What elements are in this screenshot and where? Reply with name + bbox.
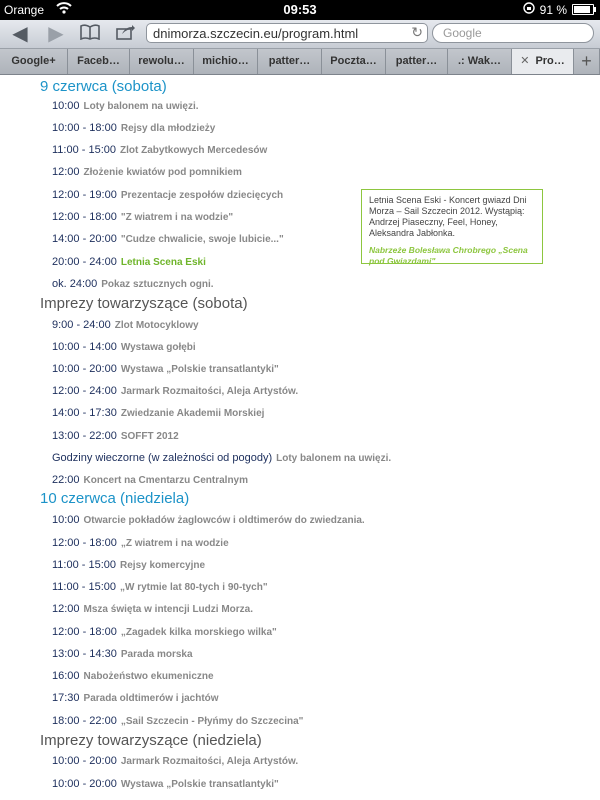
section-heading-saturday: Imprezy towarzyszące (sobota): [40, 295, 248, 312]
list-item[interactable]: 14:00 - 20:00 "Cudze chwalicie, swoje lubicie...": [52, 233, 284, 245]
tab-program-active[interactable]: [512, 49, 574, 74]
tab-google-plus[interactable]: Google+: [0, 49, 68, 74]
carrier-label: Orange: [4, 3, 45, 17]
battery-fill: [574, 6, 590, 13]
list-item[interactable]: 12:00 - 18:00 „Zagadek kilka morskiego wilka": [52, 626, 277, 638]
orientation-lock-icon: [523, 2, 535, 17]
search-input[interactable]: Google: [432, 23, 594, 43]
list-item[interactable]: 10:00 - 20:00 Wystawa „Polskie transatlantyki": [52, 363, 279, 375]
tab-rewolucja[interactable]: rewolu…: [130, 49, 194, 74]
tab-poczta[interactable]: Poczta…: [322, 49, 386, 74]
status-bar: [0, 0, 600, 20]
list-item[interactable]: 12:00 Złożenie kwiatów pod pomnikiem: [52, 166, 242, 178]
clock: 09:53: [283, 2, 317, 17]
list-item[interactable]: 17:30 Parada oldtimerów i jachtów: [52, 692, 219, 704]
list-item[interactable]: 11:00 - 15:00 Rejsy komercyjne: [52, 559, 206, 571]
plus-icon: +: [581, 51, 592, 71]
list-item[interactable]: 12:00 - 18:00 "Z wiatrem i na wodzie": [52, 211, 234, 223]
list-item[interactable]: 12:00 - 19:00 Prezentacje zespołów dziecięcych: [52, 189, 284, 201]
list-item-highlighted[interactable]: 20:00 - 24:00 Letnia Scena Eski: [52, 256, 206, 268]
list-item[interactable]: ok. 24:00 Pokaz sztucznych ogni.: [52, 278, 214, 290]
list-item[interactable]: 10:00 - 18:00 Rejsy dla młodzieży: [52, 122, 216, 134]
list-item[interactable]: 16:00 Nabożeństwo ekumeniczne: [52, 670, 214, 682]
tab-bar: [0, 49, 600, 75]
tab-patterns-2[interactable]: patter…: [386, 49, 448, 74]
tab-label: Pro…: [535, 55, 565, 67]
list-item[interactable]: 10:00 Loty balonem na uwięzi.: [52, 100, 199, 112]
forward-icon[interactable]: ▶: [48, 23, 64, 45]
section-heading-sunday: Imprezy towarzyszące (niedziela): [40, 732, 262, 749]
list-item[interactable]: Godziny wieczorne (w zależności od pogody) Loty balonem na uwięzi.: [52, 452, 392, 464]
share-icon[interactable]: [114, 22, 138, 46]
list-item[interactable]: 22:00 Koncert na Cmentarzu Centralnym: [52, 474, 249, 486]
list-item[interactable]: 12:00 - 24:00 Jarmark Rozmaitości, Aleja Artystów.: [52, 385, 299, 397]
event-tooltip: [361, 189, 543, 264]
url-text: dnimorza.szczecin.eu/program.html: [153, 26, 359, 41]
list-item[interactable]: 10:00 Otwarcie pokładów żaglowców i oldtimerów do zwiedzania.: [52, 514, 365, 526]
list-item[interactable]: 11:00 - 15:00 „W rytmie lat 80-tych i 90-tych": [52, 581, 268, 593]
page-content: [0, 75, 600, 800]
list-item[interactable]: 13:00 - 14:30 Parada morska: [52, 648, 193, 660]
browser-toolbar: [0, 20, 600, 49]
day-heading-saturday: 9 czerwca (sobota): [40, 78, 167, 95]
day-heading-sunday: 10 czerwca (niedziela): [40, 490, 190, 507]
tab-patterns-1[interactable]: patter…: [258, 49, 322, 74]
close-tab-icon[interactable]: ✕: [520, 55, 530, 67]
list-item[interactable]: 10:00 - 14:00 Wystawa gołębi: [52, 341, 196, 353]
back-icon[interactable]: ◀: [12, 23, 28, 45]
list-item[interactable]: 11:00 - 15:00 Zlot Zabytkowych Mercedesów: [52, 144, 268, 156]
address-bar[interactable]: [146, 23, 428, 43]
tab-wakacje[interactable]: .: Wak…: [448, 49, 512, 74]
list-item[interactable]: 9:00 - 24:00 Zlot Motocyklowy: [52, 319, 199, 331]
battery-icon: [572, 4, 594, 15]
tab-facebook[interactable]: Faceb…: [68, 49, 130, 74]
list-item[interactable]: 10:00 - 20:00 Wystawa „Polskie transatlantyki": [52, 778, 279, 790]
reload-icon[interactable]: ↻: [411, 24, 423, 40]
list-item[interactable]: 18:00 - 22:00 „Sail Szczecin - Płyńmy do Szczecina": [52, 715, 304, 727]
bookmarks-icon[interactable]: [78, 22, 102, 46]
list-item[interactable]: 13:00 - 22:00 SOFFT 2012: [52, 430, 179, 442]
battery-percent: 91 %: [539, 2, 567, 17]
list-item[interactable]: 12:00 - 18:00 „Z wiatrem i na wodzie: [52, 537, 229, 549]
tooltip-location: Nabrzeże Bolesława Chrobrego „Scena pod Gwiazdami": [369, 245, 528, 266]
list-item[interactable]: 12:00 Msza święta w intencji Ludzi Morza.: [52, 603, 254, 615]
list-item[interactable]: 14:00 - 17:30 Zwiedzanie Akademii Morskiej: [52, 407, 265, 419]
list-item[interactable]: 10:00 - 20:00 Jarmark Rozmaitości, Aleja Artystów.: [52, 755, 299, 767]
new-tab-button[interactable]: [574, 49, 600, 74]
tooltip-text: Letnia Scena Eski - Koncert gwiazd Dni Morza – Sail Szczecin 2012. Wystąpią: Andrzej Piaseczny, Feel, Honey, Aleksandra Jabłonka.: [369, 195, 527, 238]
tab-michio[interactable]: michio…: [194, 49, 258, 74]
